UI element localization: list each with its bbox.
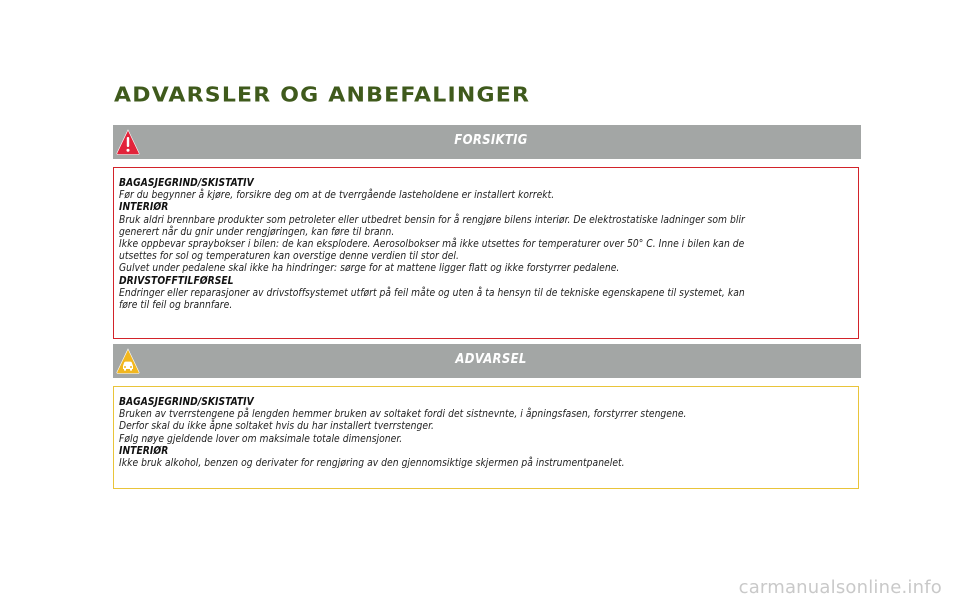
text-line: Bruken av tverrstengene på lengden hemmer bruken av soltaket fordi det sistnevnte, i åpningsfasen, forstyrrer stengene. [119,409,687,421]
section-subheading: BAGASJEGRIND/SKISTATIV [119,397,254,408]
text-line: Ikke bruk alkohol, benzen og derivater for rengjøring av den gjennomsiktige skjermen på instrumentpanelet. [119,458,625,470]
watermark: carmanualsonline.info [738,577,942,598]
warning-heading: ADVARSEL [455,352,527,367]
warning-box [113,386,859,489]
text-line: Endringer eller reparasjoner av drivstoffsystemet utført på feil måte og uten å ta hensyn til de tekniske egenskapene til systemet, kan [119,287,745,299]
section-subheading: DRIVSTOFFTILFØRSEL [119,275,234,287]
text-line: Bruk aldri brennbare produkter som petroleter eller utbedret bensin for å rengjøre bilens interiør. De elektrostatiske ladninger som blir [119,214,745,226]
text-line: Ikke oppbevar spraybokser i bilen: de kan eksplodere. Aerosolbokser må ikke utsettes for temperaturer over 50° C. Inne i bilen kan de [119,239,745,251]
section-subheading: BAGASJEGRIND/SKISTATIV [119,178,254,189]
page-title: ADVARSLER OG ANBEFALINGER [114,84,531,107]
caution-box [113,167,859,339]
caution-banner [113,125,861,159]
text-line: Derfor skal du ikke åpne soltaket hvis du har installert tverrstenger. [119,421,434,433]
text-line: føre til feil og brannfare. [119,300,233,312]
section-subheading: INTERIØR [119,202,169,214]
text-line: generert når du gnir under rengjøringen, kan føre til brann. [119,226,395,238]
text-line: Før du begynner å kjøre, forsikre deg om at de tverrgående lasteholdene er installert korrekt. [119,190,555,202]
warning-banner [113,344,861,378]
text-line: Følg nøye gjeldende lover om maksimale totale dimensjoner. [119,433,403,445]
text-line: Gulvet under pedalene skal ikke ha hindringer: sørge for at mattene ligger flatt og ikke forstyrrer pedalene. [119,263,620,275]
text-line: utsettes for sol og temperaturen kan overstige denne verdien til stor del. [119,251,459,263]
section-subheading: INTERIØR [119,445,169,457]
caution-heading: FORSIKTIG [454,133,528,148]
